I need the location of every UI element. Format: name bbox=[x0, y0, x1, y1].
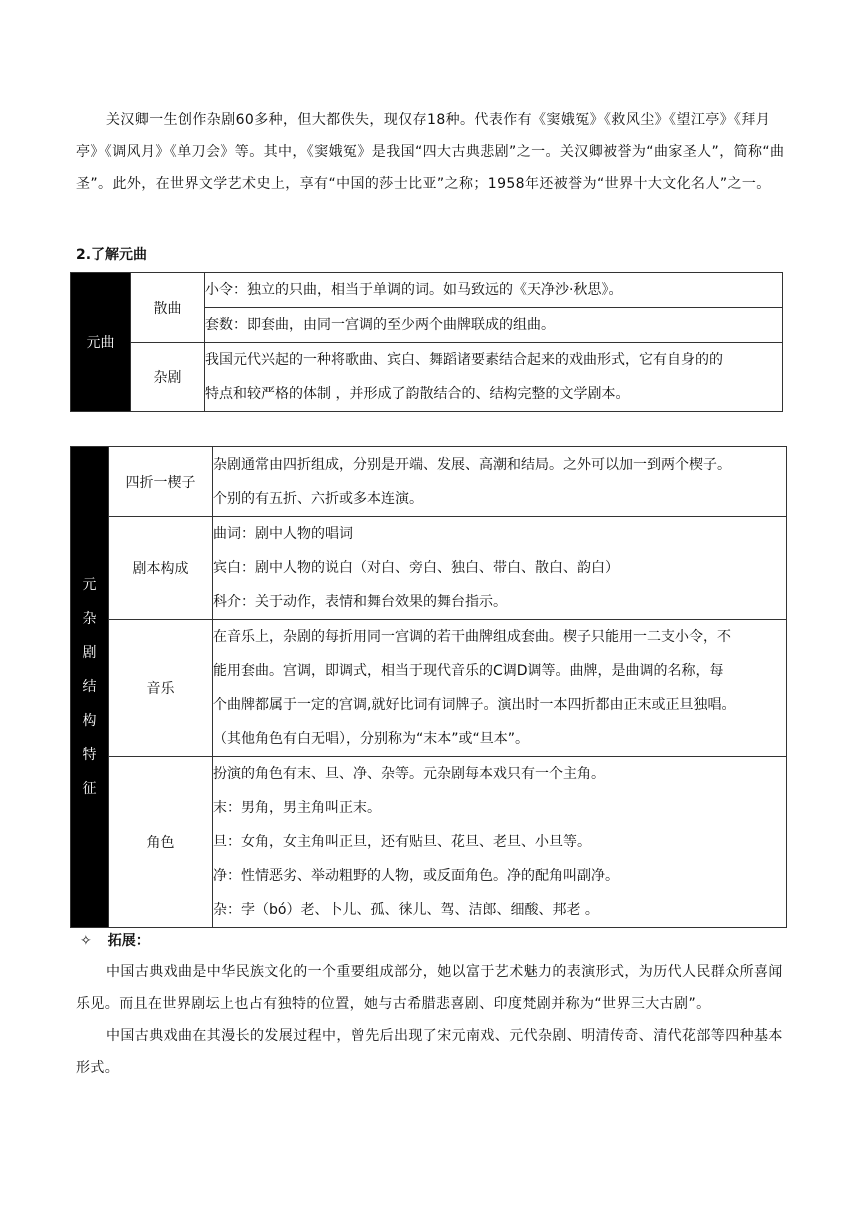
zaju-line-2: 特点和较严格的体制 ，并形成了韵散结合的、结构完整的文学剧本。 bbox=[205, 386, 630, 402]
extension-title: 拓展： bbox=[107, 933, 150, 949]
content-line: 个曲牌都属于一定的宫调,就好比词有词牌子。演出时一本四折都由正末或正旦独唱。 bbox=[213, 697, 736, 713]
content-line: 末：男角，男主角叫正末。 bbox=[213, 800, 381, 816]
taoshu-line: 套数：即套曲，由同一宫调的至少两个曲牌联成的组曲。 bbox=[205, 317, 555, 333]
category-char: 剧 bbox=[82, 645, 97, 661]
category-char: 元 bbox=[82, 577, 97, 593]
intro-paragraph: 关汉卿一生创作杂剧60多种，但大都佚失，现仅存18种。代表作有《窦娥冤》《救风尘》《望江亭》《拜月亭》《调风月》《单刀会》等。其中，《窦娥冤》是我国“四大古典悲剧”之一。关汉卿被誉为“曲家圣人”，简称“曲圣”。此外，在世界文学艺术史上，享有“中国的莎士比亚”之称；1958年还被誉为“世界十大文化名人”之一。 bbox=[76, 112, 785, 192]
zaju-line-1: 我国元代兴起的一种将歌曲、宾白、舞蹈诸要素结合起来的戏曲形式，它有自身的的 bbox=[205, 352, 723, 368]
yuanqu-table bbox=[70, 272, 783, 412]
content-line: 杂剧通常由四折组成，分别是开端、发展、高潮和结局。之外可以加一到两个楔子。 bbox=[213, 456, 731, 473]
row-label-juese: 角色 bbox=[109, 757, 213, 928]
extension-paragraph-2: 中国古典戏曲在其漫长的发展过程中，曾先后出现了宋元南戏、元代杂剧、明清传奇、清代花部等四种基本形式。 bbox=[76, 1028, 783, 1076]
row-content-juese bbox=[213, 757, 787, 928]
xiaoling-line: 小令：独立的只曲，相当于单调的词。如马致远的《天净沙·秋思》。 bbox=[205, 282, 623, 298]
content-line: 个别的有五折、六折或多本连演。 bbox=[213, 490, 423, 507]
category-char: 结 bbox=[82, 679, 97, 695]
diamond-bullet-icon: ✧ bbox=[80, 933, 92, 949]
content-line: 在音乐上，杂剧的每折用同一宫调的若干曲牌组成套曲。楔子只能用一二支小令，不 bbox=[213, 629, 731, 645]
extension-heading bbox=[80, 930, 150, 952]
row-label-juben: 剧本构成 bbox=[109, 517, 213, 620]
row-label-yinyue: 音乐 bbox=[109, 620, 213, 757]
row-content-juben bbox=[213, 517, 787, 620]
taoshu-text bbox=[205, 308, 783, 343]
content-line: 净：性情恶劣、举动粗野的人物，或反面角色。净的配角叫副净。 bbox=[213, 868, 619, 884]
content-line: 杂：孛（bó）老、卜儿、孤、徕儿、驾、洁郎、细酸、邦老 。 bbox=[213, 902, 599, 918]
category-char: 征 bbox=[82, 781, 97, 797]
sanqu-label: 散曲 bbox=[131, 273, 205, 343]
content-line: 旦：女角，女主角叫正旦，还有贴旦、花旦、老旦、小旦等。 bbox=[213, 834, 591, 850]
content-line: 扮演的角色有末、旦、净、杂等。元杂剧每本戏只有一个主角。 bbox=[213, 766, 605, 782]
content-line: 宾白：剧中人物的说白（对白、旁白、独白、带白、散白、韵白） bbox=[213, 560, 619, 576]
content-line: 能用套曲。宫调，即调式，相当于现代音乐的C调D调等。曲牌，是曲调的名称，每 bbox=[213, 663, 724, 679]
content-line: （其他角色有白无唱），分别称为“末本”或“旦本”。 bbox=[213, 731, 530, 747]
structure-category-cell bbox=[71, 447, 109, 928]
content-line: 科介：关于动作，表情和舞台效果的舞台指示。 bbox=[213, 594, 507, 610]
row-content-yinyue bbox=[213, 620, 787, 757]
zaju-label: 杂剧 bbox=[131, 343, 205, 412]
structure-category-vertical bbox=[71, 568, 108, 806]
content-line: 曲词：剧中人物的唱词 bbox=[213, 526, 353, 542]
yuanqu-category-cell: 元曲 bbox=[71, 273, 131, 412]
extension-paragraph-1: 中国古典戏曲是中华民族文化的一个重要组成部分，她以富于艺术魅力的表演形式，为历代人民群众所喜闻乐见。而且在世界剧坛上也占有独特的位置，她与古希腊悲喜剧、印度梵剧并称为“世界三大古剧”。 bbox=[76, 964, 783, 1012]
structure-table bbox=[70, 446, 787, 928]
category-char: 构 bbox=[82, 713, 97, 729]
zaju-text bbox=[205, 343, 783, 412]
category-char: 杂 bbox=[82, 611, 97, 627]
row-label-sizhe: 四折一楔子 bbox=[109, 447, 213, 517]
xiaoling-text bbox=[205, 273, 783, 308]
section-heading: 2.了解元曲 bbox=[76, 247, 148, 263]
category-char: 特 bbox=[82, 747, 97, 763]
row-content-sizhe bbox=[213, 447, 787, 517]
